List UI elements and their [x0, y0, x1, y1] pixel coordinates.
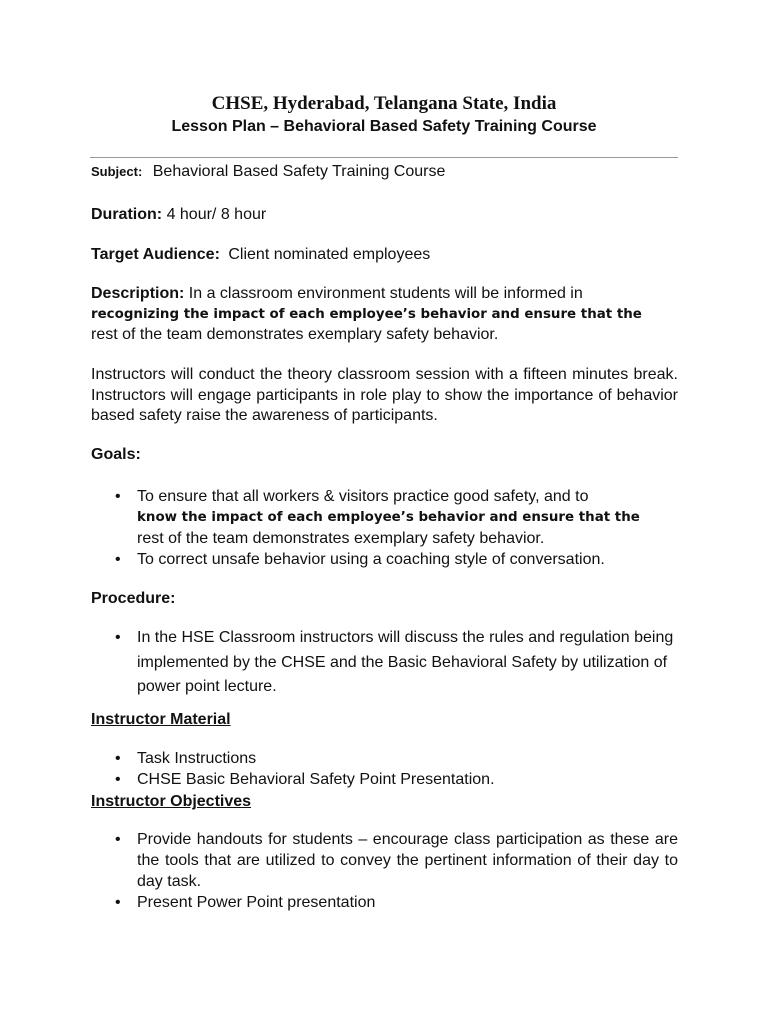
description-text-1: In a classroom environment students will be informed in	[188, 285, 583, 302]
description-section	[91, 284, 678, 346]
bullet-icon: •	[115, 551, 121, 568]
bullet-icon: •	[115, 771, 121, 788]
instructor-objectives-heading: Instructor Objectives	[91, 793, 252, 810]
procedure-heading: Procedure:	[91, 590, 176, 607]
subject-value: Behavioral Based Safety Training Course	[152, 163, 446, 180]
bullet-icon: •	[115, 488, 121, 505]
description-emphasis: recognizing the impact of each employee’s behavior and ensure that the	[91, 306, 642, 322]
objective-1-text: Provide handouts for students – encourage class participation as these are the tools that are utilized to convey the pertinent information of their day to day task.	[137, 831, 678, 890]
goal-1-text-2: rest of the team demonstrates exemplary safety behavior.	[137, 530, 545, 547]
header-divider	[90, 157, 678, 158]
list-item	[91, 486, 678, 549]
bullet-icon: •	[115, 750, 121, 767]
instructor-material-heading: Instructor Material	[91, 711, 231, 728]
list-item	[91, 748, 678, 769]
instructor-objectives-list	[91, 829, 678, 913]
description-label: Description:	[91, 285, 185, 302]
audience-value: Client nominated employees	[228, 246, 431, 263]
goals-heading: Goals:	[91, 446, 141, 463]
goal-2-text: To correct unsafe behavior using a coaching style of conversation.	[137, 551, 605, 568]
bullet-icon: •	[115, 894, 121, 911]
material-item-2: CHSE Basic Behavioral Safety Point Presentation.	[137, 771, 495, 788]
description-line-1	[91, 284, 678, 305]
audience-label: Target Audience:	[91, 246, 220, 263]
description-text-2: rest of the team demonstrates exemplary safety behavior.	[91, 326, 499, 343]
subject-line	[91, 162, 678, 183]
goals-list	[91, 486, 678, 570]
bullet-icon: •	[115, 831, 121, 848]
list-item	[91, 549, 678, 570]
subject-label: Subject:	[91, 164, 143, 179]
goal-1-emphasis: know the impact of each employee’s behavior and ensure that the	[137, 510, 640, 525]
goal-1-text-1: To ensure that all workers & visitors practice good safety, and to	[137, 488, 589, 505]
duration-value: 4 hour/ 8 hour	[166, 206, 267, 223]
duration-line	[91, 205, 678, 226]
list-item	[91, 769, 678, 790]
duration-label: Duration:	[91, 206, 163, 223]
material-item-1: Task Instructions	[137, 750, 257, 767]
document-subtitle: Lesson Plan – Behavioral Based Safety Training Course	[171, 118, 597, 135]
objective-2-text: Present Power Point presentation	[137, 894, 376, 911]
procedure-list	[91, 626, 681, 700]
audience-line	[91, 245, 678, 266]
list-item	[91, 829, 678, 892]
instructor-material-list	[91, 748, 678, 790]
list-item	[91, 892, 678, 913]
instructors-paragraph: Instructors will conduct the theory classroom session with a fifteen minutes break. Instructors will engage participants in role play to show the importance of behavior based safety raise the awareness of participants.	[91, 366, 678, 424]
list-item	[91, 626, 681, 700]
document-title: CHSE, Hyderabad, Telangana State, India	[211, 93, 557, 114]
bullet-icon: •	[115, 629, 121, 646]
procedure-item-text: In the HSE Classroom instructors will discuss the rules and regulation being implemented by the CHSE and the Basic Behavioral Safety by utilization of power point lecture.	[137, 629, 674, 695]
